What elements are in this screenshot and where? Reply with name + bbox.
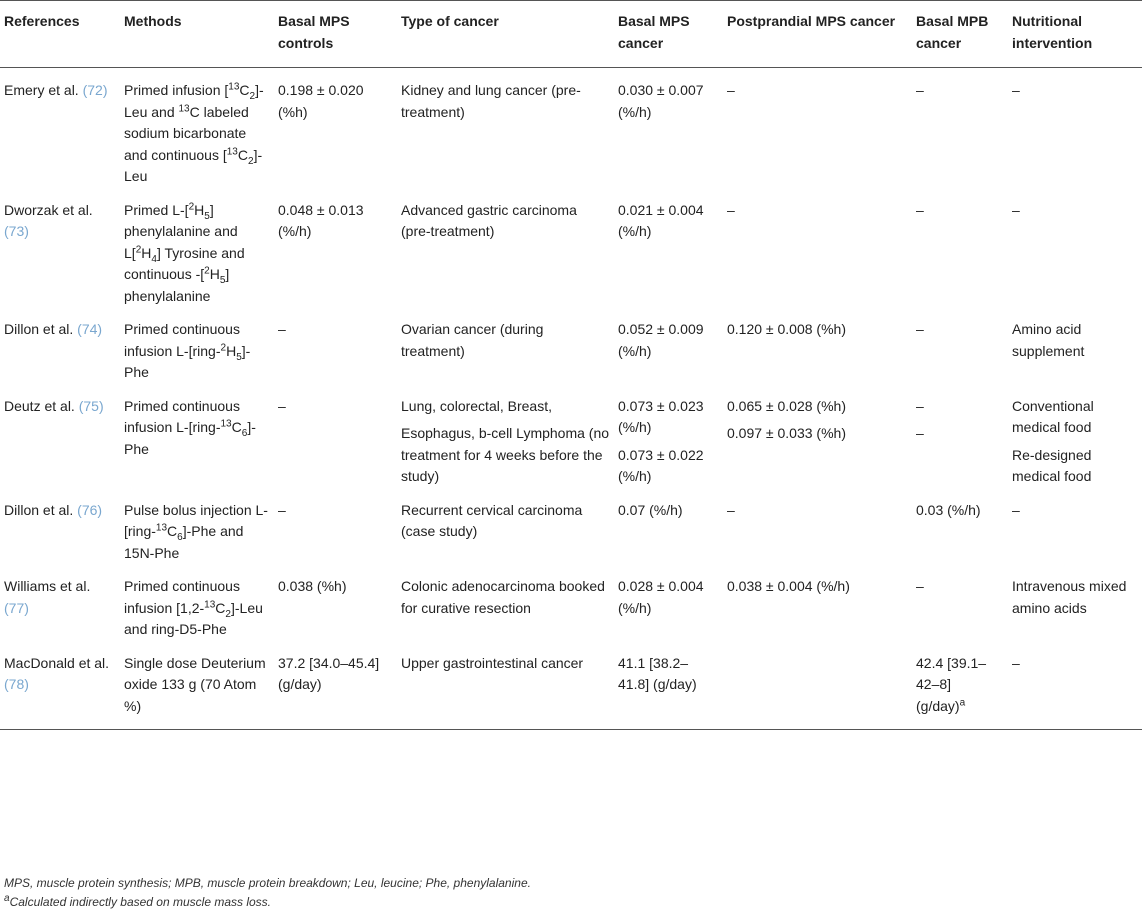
cell-reference [0, 384, 120, 488]
cell-basal-mps-cancer-value: 0.07 (%/h) [618, 501, 683, 518]
cell-nutritional-intervention [1008, 564, 1142, 641]
cell-basal-mps-controls [274, 188, 397, 308]
header-nutritional-intervention: Nutritional intervention [1012, 13, 1093, 51]
cell-basal-mpb-cancer [912, 188, 1008, 308]
reference-author: Williams et al. [4, 578, 91, 594]
cell-basal-mps-cancer [614, 641, 723, 730]
cell-reference [0, 188, 120, 308]
cell-basal-mps-controls [274, 641, 397, 730]
reference-author: Dworzak et al. [4, 201, 93, 218]
header-references: References [4, 13, 80, 29]
cell-type-of-cancer-value: Ovarian cancer (during treatment) [401, 321, 544, 359]
footnote-mark: a [959, 696, 966, 708]
table-row [0, 384, 1142, 488]
cell-type-of-cancer-value-2: Esophagus, b-cell Lymphoma (no treatment for 4 weeks before the study) [401, 425, 610, 484]
cell-basal-mps-controls-value: 0.048 ± 0.013 (%/h) [278, 201, 364, 239]
header-postprandial-mps-cancer: Postprandial MPS cancer [727, 13, 896, 29]
cell-type-of-cancer-value: Colonic adenocarcinoma booked for curative resection [401, 578, 605, 616]
cell-basal-mpb-cancer [912, 384, 1008, 488]
cell-basal-mpb-cancer [912, 641, 1008, 730]
cell-postprandial-mps-cancer-value: – [727, 501, 735, 518]
table-row [0, 488, 1142, 565]
cell-nutritional-intervention-value: Amino acid supplement [1012, 321, 1085, 359]
cell-reference [0, 307, 120, 384]
reference-author: Dillon et al. [4, 321, 74, 337]
cell-basal-mps-controls [274, 68, 397, 188]
cell-basal-mps-controls-value: 37.2 [34.0–45.4] (g/day) [278, 654, 380, 692]
cell-basal-mps-controls-value: 0.038 (%h) [278, 578, 347, 594]
cell-postprandial-mps-cancer [723, 384, 912, 488]
cell-type-of-cancer-value: Recurrent cervical carcinoma (case study) [401, 501, 583, 539]
cell-type-of-cancer [397, 307, 614, 384]
cell-basal-mps-controls [274, 564, 397, 641]
cell-basal-mps-cancer [614, 564, 723, 641]
cell-basal-mpb-cancer-value: – [916, 397, 924, 414]
reference-link[interactable]: (74) [77, 321, 103, 337]
cell-basal-mps-controls [274, 384, 397, 488]
header-type-of-cancer: Type of cancer [401, 13, 499, 29]
cell-basal-mpb-cancer [912, 307, 1008, 384]
cell-basal-mps-cancer-value: 41.1 [38.2–41.8] (g/day) [618, 654, 697, 692]
cell-nutritional-intervention [1008, 188, 1142, 308]
reference-author: Dillon et al. [4, 501, 74, 518]
cell-type-of-cancer [397, 188, 614, 308]
table-row [0, 188, 1142, 308]
cell-basal-mps-cancer-value: 0.021 ± 0.004 (%/h) [618, 201, 704, 239]
footnote-a-mark: a [4, 893, 10, 904]
footnote-a [4, 895, 271, 909]
reference-link[interactable]: (72) [82, 82, 108, 98]
cell-nutritional-intervention-value: – [1012, 654, 1020, 671]
reference-link[interactable]: (77) [4, 599, 29, 616]
cell-postprandial-mps-cancer-value: – [727, 82, 735, 98]
cell-type-of-cancer [397, 68, 614, 188]
cell-basal-mpb-cancer [912, 564, 1008, 641]
cell-reference [0, 641, 120, 730]
cell-type-of-cancer [397, 564, 614, 641]
cell-postprandial-mps-cancer-value: 0.120 ± 0.008 (%h) [727, 321, 846, 337]
cell-nutritional-intervention-value: – [1012, 201, 1020, 218]
cell-postprandial-mps-cancer-value: 0.065 ± 0.028 (%h) [727, 397, 846, 414]
table-row [0, 68, 1142, 188]
cell-basal-mps-cancer-value: 0.030 ± 0.007 (%/h) [618, 82, 704, 120]
reference-author: Emery et al. [4, 82, 79, 98]
cell-basal-mps-cancer-value: 0.052 ± 0.009 (%/h) [618, 321, 704, 359]
cell-nutritional-intervention [1008, 641, 1142, 730]
table-row [0, 641, 1142, 730]
cell-basal-mps-cancer [614, 68, 723, 188]
cell-basal-mps-cancer-value: 0.028 ± 0.004 (%/h) [618, 578, 704, 616]
cell-postprandial-mps-cancer [723, 188, 912, 308]
cell-type-of-cancer-value: Lung, colorectal, Breast, [401, 397, 552, 414]
cell-basal-mpb-cancer-value: – [916, 321, 924, 337]
cell-basal-mps-controls-value: – [278, 397, 286, 414]
cell-type-of-cancer [397, 641, 614, 730]
cell-basal-mps-controls [274, 488, 397, 565]
cell-nutritional-intervention-value-2: Re-designed medical food [1012, 446, 1092, 484]
cell-basal-mpb-cancer-value: 42.4 [39.1–42–8] (g/day) [916, 654, 987, 714]
cell-basal-mpb-cancer-value: – [916, 201, 924, 218]
cell-basal-mpb-cancer [912, 488, 1008, 565]
cell-reference [0, 564, 120, 641]
cell-basal-mps-controls-value: – [278, 501, 286, 518]
cell-basal-mps-cancer [614, 188, 723, 308]
cell-basal-mpb-cancer-value: – [916, 578, 924, 594]
cell-nutritional-intervention-value: – [1012, 82, 1020, 98]
cell-postprandial-mps-cancer-value: 0.038 ± 0.004 (%/h) [727, 578, 850, 594]
footnote-a-text: Calculated indirectly based on muscle mass loss. [9, 895, 272, 909]
footnote-abbreviations: MPS, muscle protein synthesis; MPB, muscle protein breakdown; Leu, leucine; Phe, phenylalanine. [4, 876, 531, 890]
reference-link[interactable]: (73) [4, 223, 29, 239]
cell-type-of-cancer [397, 488, 614, 565]
cell-basal-mpb-cancer-value: 0.03 (%/h) [916, 501, 981, 518]
cell-nutritional-intervention [1008, 68, 1142, 188]
cell-type-of-cancer-value: Advanced gastric carcinoma (pre-treatment) [401, 201, 577, 239]
cell-postprandial-mps-cancer [723, 307, 912, 384]
cell-basal-mps-cancer-value: 0.073 ± 0.023 (%/h) [618, 397, 704, 435]
cell-basal-mps-cancer [614, 307, 723, 384]
cell-basal-mpb-cancer-value-2: – [916, 425, 924, 441]
cell-methods: Primed continuous infusion $L-[ring-^2H_5]$-Phe [124, 321, 251, 380]
cell-nutritional-intervention-value: Conventional medical food [1012, 397, 1094, 435]
cell-postprandial-mps-cancer [723, 564, 912, 641]
cell-postprandial-mps-cancer-value-2: 0.097 ± 0.033 (%h) [727, 425, 846, 441]
cell-nutritional-intervention-value: Intravenous mixed amino acids [1012, 578, 1127, 616]
header-methods: Methods [124, 13, 182, 29]
reference-link[interactable]: (78) [4, 676, 29, 692]
cell-type-of-cancer-value: Upper gastrointestinal cancer [401, 654, 584, 671]
cell-nutritional-intervention [1008, 488, 1142, 565]
header-row [0, 1, 1142, 68]
header-basal-mps-controls: Basal MPS controls [278, 13, 350, 51]
table-row [0, 307, 1142, 384]
cell-methods: Primed continuous infusion $[1,2-^{13}C_2]$-Leu and ring-D5-Phe [124, 578, 263, 637]
cell-methods: Primed continuous infusion $L-[ring-^{13}C_6]$-Phe [124, 397, 256, 457]
cell-nutritional-intervention [1008, 307, 1142, 384]
cell-postprandial-mps-cancer [723, 641, 912, 730]
cell-type-of-cancer [397, 384, 614, 488]
header-basal-mps-cancer: Basal MPS cancer [618, 13, 690, 51]
reference-author: MacDonald et al. [4, 654, 110, 671]
cell-basal-mps-controls [274, 307, 397, 384]
cell-nutritional-intervention-value: – [1012, 501, 1020, 518]
cell-reference [0, 488, 120, 565]
cell-methods: Pulse bolus injection $L-[ring-^{13}C_6]$-Phe and 15N-Phe [124, 501, 268, 561]
header-basal-mpb-cancer: Basal MPB cancer [916, 13, 989, 51]
cell-basal-mpb-cancer-value: – [916, 82, 924, 98]
cell-methods: Primed $L-[^2H_5]$ phenylalanine and $L[^2H_4]$ Tyrosine and continuous $-[^2H_5]$ phenylalanine [124, 200, 245, 304]
cell-basal-mps-cancer-value-2: 0.073 ± 0.022 (%/h) [618, 446, 704, 484]
reference-author: Deutz et al. [4, 397, 75, 414]
cell-nutritional-intervention [1008, 384, 1142, 488]
cell-methods: Single dose Deuterium oxide 133 g (70 Atom %) [124, 654, 266, 714]
cell-postprandial-mps-cancer [723, 488, 912, 565]
cell-basal-mps-cancer [614, 384, 723, 488]
cell-type-of-cancer-value: Kidney and lung cancer (pre-treatment) [401, 82, 581, 120]
reference-link[interactable]: (76) [77, 501, 103, 518]
cell-methods: Primed infusion $[^{13}C_2]$-Leu and $^{13}$C labeled sodium bicarbonate and continuous $[^{13}C_2]$-Leu [124, 81, 264, 184]
cell-basal-mpb-cancer [912, 68, 1008, 188]
cell-basal-mps-cancer [614, 488, 723, 565]
cell-postprandial-mps-cancer-value: – [727, 201, 735, 218]
reference-link[interactable]: (75) [78, 397, 104, 414]
cell-basal-mps-controls-value: 0.198 ± 0.020 (%h) [278, 82, 364, 120]
table-body [0, 68, 1142, 730]
cell-basal-mps-controls-value: – [278, 321, 286, 337]
table-row [0, 564, 1142, 641]
cell-reference [0, 68, 120, 188]
cell-postprandial-mps-cancer [723, 68, 912, 188]
